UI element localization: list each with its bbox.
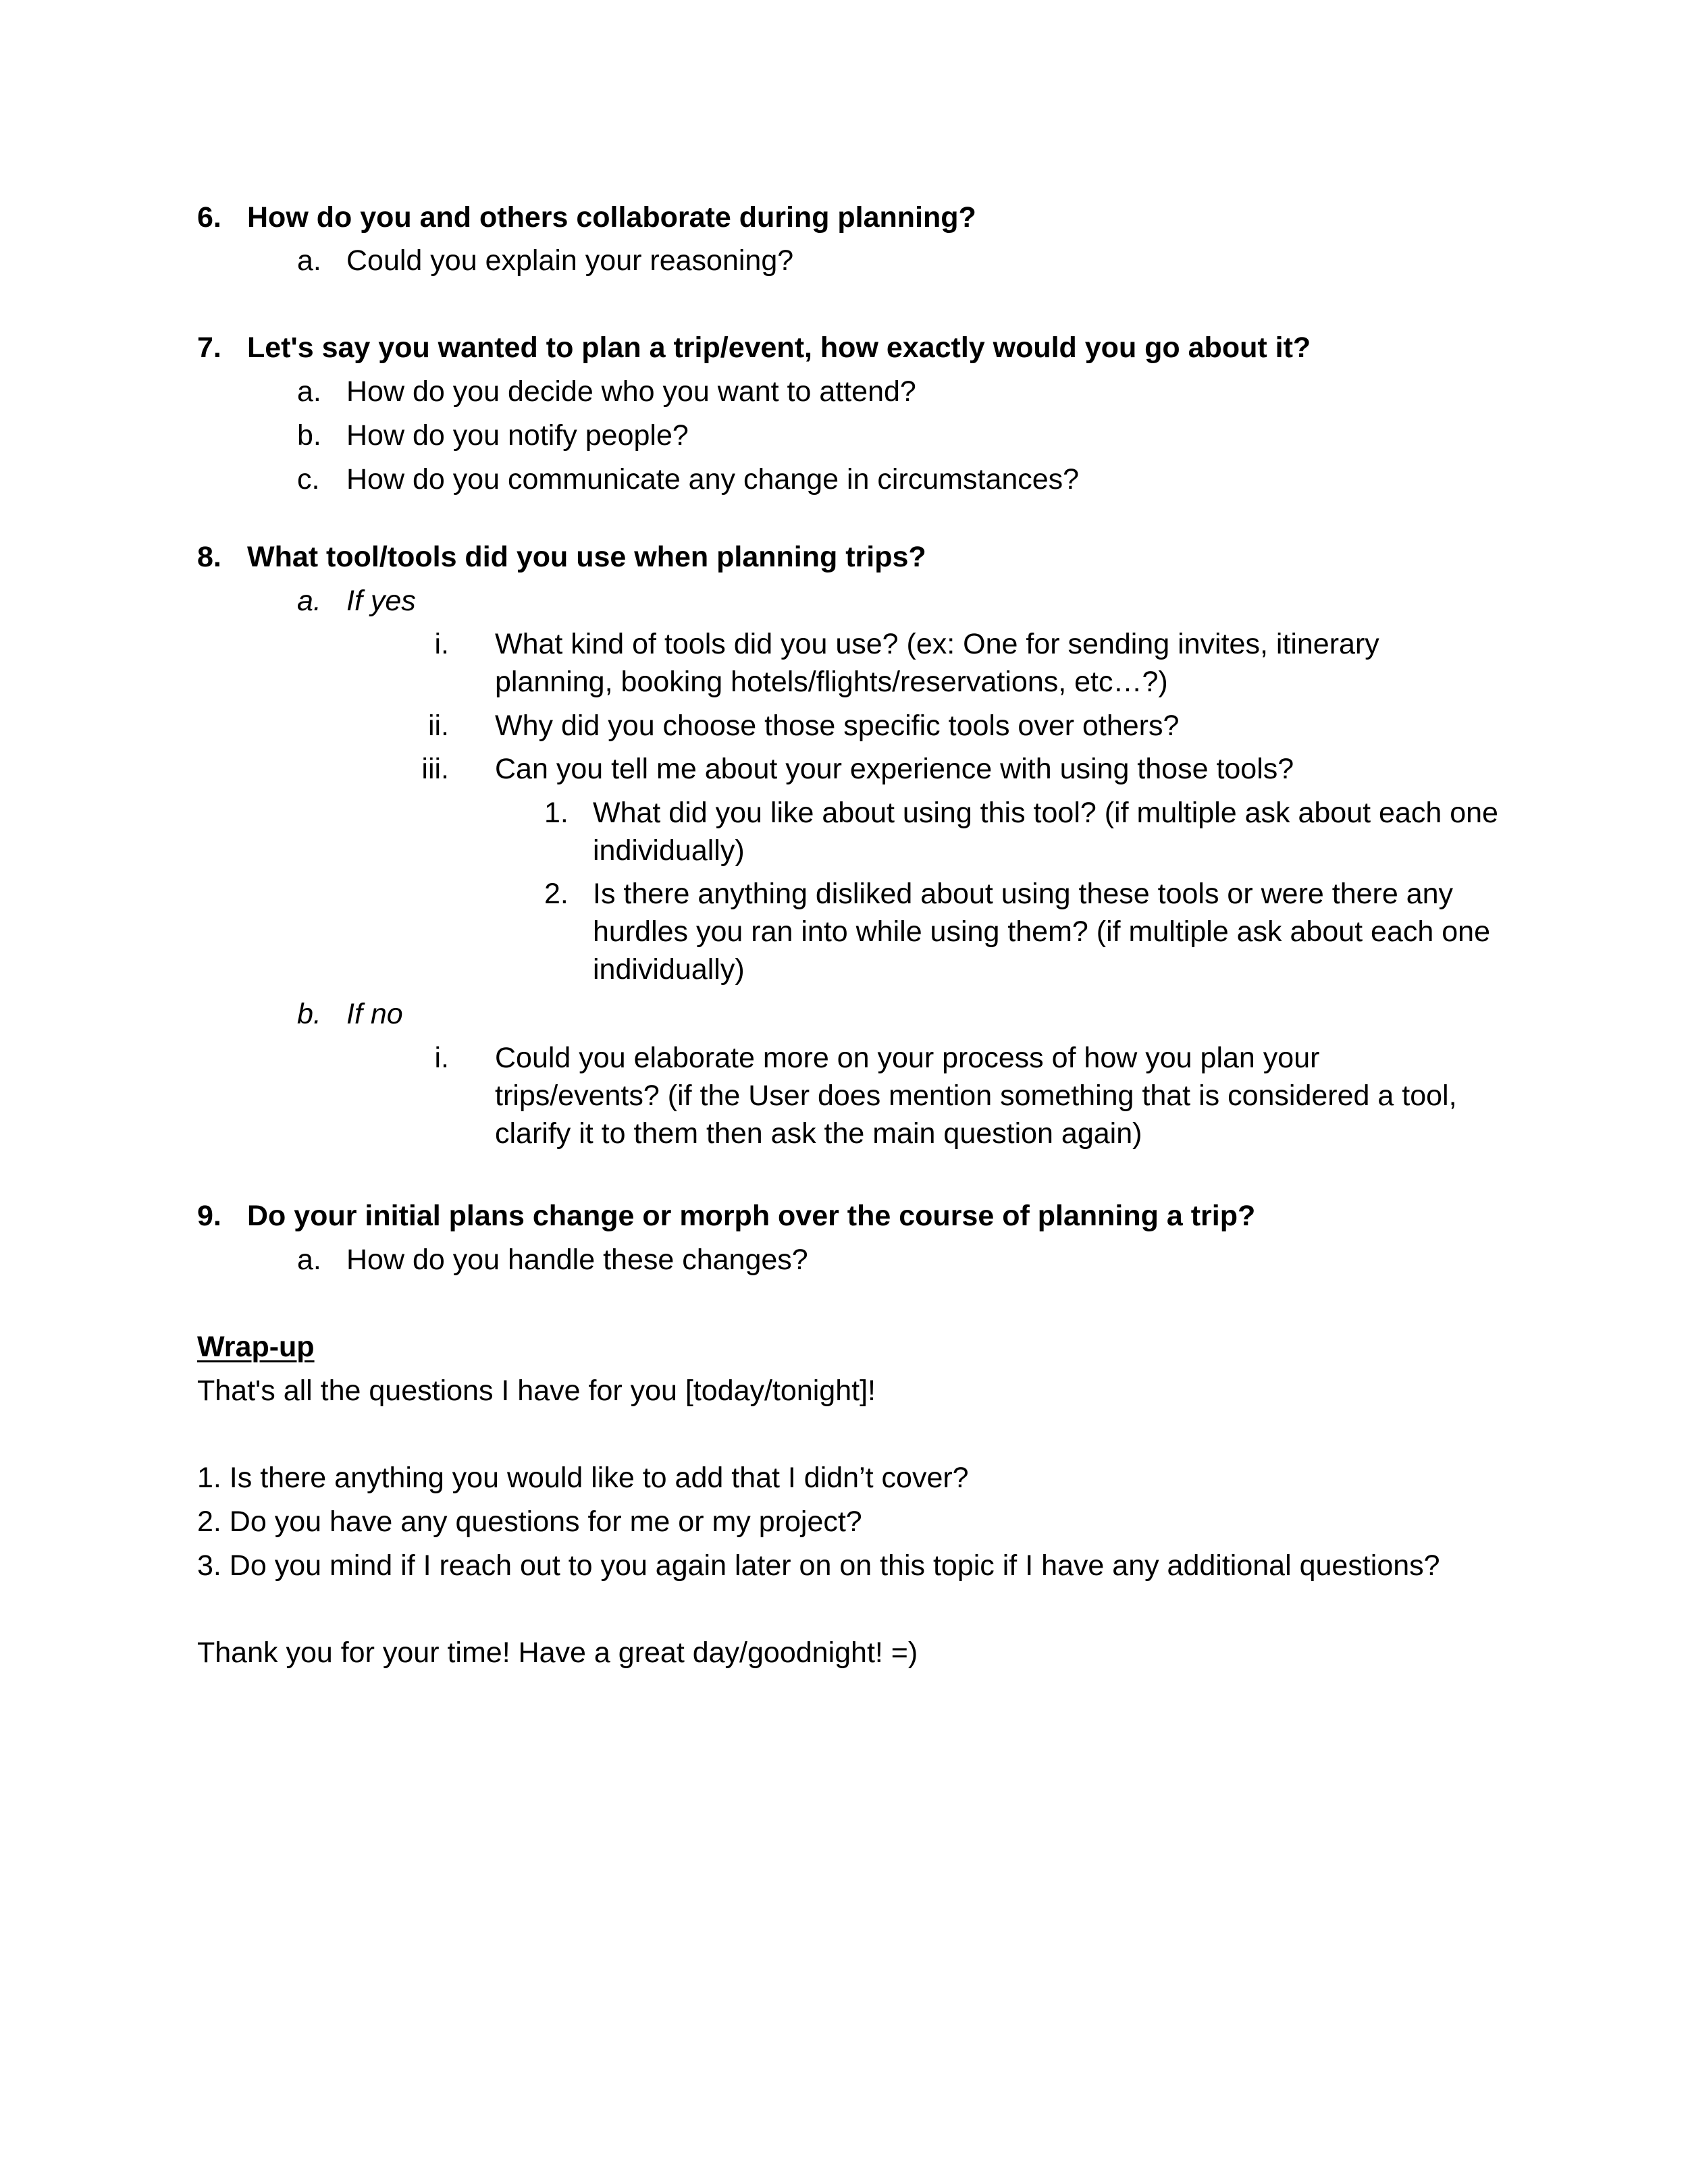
wrapup-item: 1. Is there anything you would like to add that I didn’t cover? — [197, 1462, 969, 1494]
sub-text: Is there anything disliked about using these tools or were there any hurdles you ran into while using them? (if multiple ask about each one individually) — [593, 878, 1490, 986]
sub-text: What kind of tools did you use? (ex: One for sending invites, itinerary planning, booking hotels/flights/reservations, etc…?) — [495, 628, 1379, 698]
roman-marker: i. — [434, 1042, 449, 1074]
sub-text: What did you like about using this tool? (if multiple ask about each one individually) — [593, 797, 1498, 867]
wrapup-closing: Thank you for your time! Have a great day/goodnight! =) — [197, 1636, 918, 1669]
wrapup-heading: Wrap-up — [197, 1331, 315, 1363]
sub-text: Why did you choose those specific tools over others? — [495, 710, 1180, 742]
sub-text: How do you communicate any change in circumstances? — [346, 463, 1080, 496]
question-text: Do your initial plans change or morph over the course of planning a trip? — [247, 1200, 1256, 1232]
nested-marker: 1. — [544, 797, 569, 829]
sub-marker: b. — [297, 419, 321, 452]
if-yes-label: If yes — [346, 585, 416, 617]
sub-marker: a. — [297, 244, 321, 277]
question-number: 6. — [197, 201, 221, 234]
question-text: How do you and others collaborate during planning? — [247, 201, 976, 234]
roman-marker: iii. — [421, 753, 449, 785]
roman-marker: i. — [434, 628, 449, 660]
nested-marker: 2. — [544, 878, 569, 910]
roman-marker: ii. — [427, 710, 449, 742]
wrapup-intro: That's all the questions I have for you [today/tonight]! — [197, 1375, 876, 1407]
sub-text: How do you notify people? — [346, 419, 689, 452]
sub-text: Could you explain your reasoning? — [346, 244, 794, 277]
sub-marker: a. — [297, 585, 321, 617]
sub-text: Can you tell me about your experience with using those tools? — [495, 753, 1294, 785]
sub-marker: a. — [297, 375, 321, 408]
question-text: What tool/tools did you use when planning trips? — [247, 541, 926, 573]
question-number: 7. — [197, 331, 221, 364]
sub-text: How do you handle these changes? — [346, 1244, 808, 1276]
wrapup-item: 3. Do you mind if I reach out to you again later on on this topic if I have any additional questions? — [197, 1549, 1440, 1582]
sub-marker: b. — [297, 998, 321, 1030]
question-text: Let's say you wanted to plan a trip/event, how exactly would you go about it? — [247, 331, 1311, 364]
sub-text: Could you elaborate more on your process of how you plan your trips/events? (if the User does mention something that is considered a tool, clarify it to them then ask the main question again) — [495, 1042, 1457, 1150]
sub-marker: c. — [297, 463, 320, 496]
question-number: 8. — [197, 541, 221, 573]
wrapup-item: 2. Do you have any questions for me or my project? — [197, 1506, 862, 1538]
sub-marker: a. — [297, 1244, 321, 1276]
if-no-label: If no — [346, 998, 403, 1030]
sub-text: How do you decide who you want to attend? — [346, 375, 916, 408]
question-number: 9. — [197, 1200, 221, 1232]
